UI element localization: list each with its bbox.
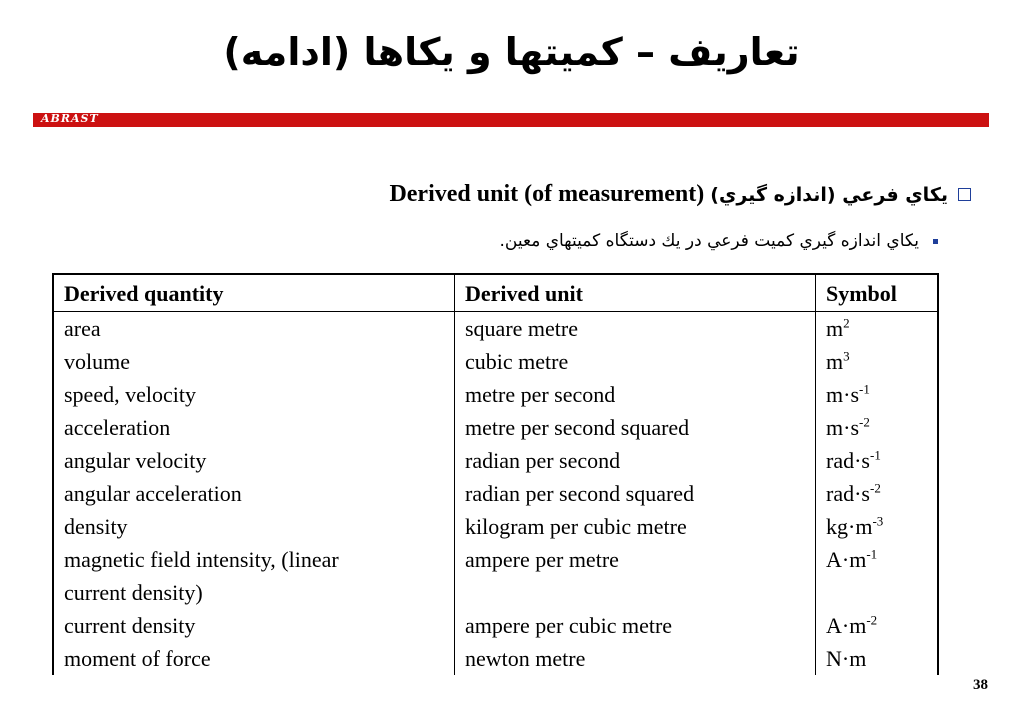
cell-symbol bbox=[816, 543, 938, 576]
table-row bbox=[54, 477, 937, 510]
symbol-exponent: 3 bbox=[843, 348, 850, 364]
cell-symbol bbox=[816, 609, 938, 642]
table-row bbox=[54, 345, 937, 378]
symbol-exponent: -2 bbox=[866, 612, 878, 628]
symbol-text: N·m bbox=[826, 646, 867, 671]
cell-unit: radian per second bbox=[455, 444, 816, 477]
table-row bbox=[54, 510, 937, 543]
cell-quantity: density bbox=[64, 514, 128, 539]
sub-bullet-definition bbox=[500, 231, 938, 251]
symbol-text: rad·s bbox=[826, 481, 870, 506]
symbol-exponent: -1 bbox=[869, 447, 881, 463]
cell-quantity: moment of force bbox=[64, 646, 211, 671]
cell-symbol bbox=[816, 510, 938, 543]
derived-units-table bbox=[52, 273, 939, 675]
logo: ABRAST bbox=[41, 112, 99, 125]
table-row bbox=[54, 378, 937, 411]
table-row bbox=[54, 642, 937, 675]
cell-symbol bbox=[816, 477, 938, 510]
cell-unit: ampere per cubic metre bbox=[455, 609, 816, 642]
cell-symbol bbox=[816, 444, 938, 477]
symbol-text: m·s bbox=[826, 415, 859, 440]
header-symbol: Symbol bbox=[816, 275, 938, 312]
table-row bbox=[54, 444, 937, 477]
checkbox-bullet-icon bbox=[958, 188, 971, 201]
cell-symbol bbox=[816, 642, 938, 675]
cell-unit: metre per second squared bbox=[455, 411, 816, 444]
symbol-exponent: -2 bbox=[869, 480, 881, 496]
symbol-text: m·s bbox=[826, 382, 859, 407]
cell-symbol bbox=[816, 411, 938, 444]
table-row bbox=[54, 576, 937, 609]
cell-symbol bbox=[816, 345, 938, 378]
symbol-text: rad·s bbox=[826, 448, 870, 473]
cell-unit bbox=[455, 576, 816, 609]
definition-text: يكاي اندازه گيري كميت فرعي در يك دستگاه كميتهاي معين. bbox=[499, 231, 919, 251]
cell-quantity: current density bbox=[64, 613, 196, 638]
square-bullet-icon bbox=[933, 239, 938, 244]
table-row bbox=[54, 543, 937, 576]
symbol-exponent: -1 bbox=[866, 546, 878, 562]
cell-quantity: area bbox=[64, 316, 101, 341]
table-row bbox=[54, 609, 937, 642]
symbol-exponent: -1 bbox=[859, 381, 870, 397]
table-row bbox=[54, 312, 937, 346]
cell-unit: cubic metre bbox=[455, 345, 816, 378]
symbol-text: m bbox=[826, 316, 844, 341]
cell-symbol bbox=[816, 378, 938, 411]
cell-quantity: magnetic field intensity, (linear bbox=[64, 547, 339, 572]
symbol-exponent: 2 bbox=[843, 315, 850, 331]
cell-symbol bbox=[816, 312, 938, 346]
cell-quantity: angular acceleration bbox=[64, 481, 242, 506]
bullet-english-text: Derived unit (of measurement) bbox=[389, 181, 705, 207]
header-bar bbox=[33, 113, 989, 127]
cell-quantity: acceleration bbox=[64, 415, 171, 440]
cell-quantity: angular velocity bbox=[64, 448, 207, 473]
header-derived-unit: Derived unit bbox=[455, 275, 816, 312]
symbol-exponent: -2 bbox=[859, 414, 870, 430]
cell-quantity: volume bbox=[64, 349, 130, 374]
symbol-text: A·m bbox=[826, 613, 867, 638]
bullet-persian-text: يكاي فرعي (اندازه گيري) bbox=[710, 183, 948, 206]
cell-unit: radian per second squared bbox=[455, 477, 816, 510]
cell-quantity: current density) bbox=[64, 580, 203, 605]
cell-symbol bbox=[816, 576, 938, 609]
symbol-exponent: -3 bbox=[872, 513, 884, 529]
cell-unit: newton metre bbox=[455, 642, 816, 675]
cell-unit: ampere per metre bbox=[455, 543, 816, 576]
cell-unit: square metre bbox=[455, 312, 816, 346]
slide-title: تعاریف – کمیتها و یکاها (ادامه) bbox=[223, 30, 800, 74]
table-header-row bbox=[54, 275, 937, 312]
symbol-text: m bbox=[826, 349, 844, 374]
page-number: 38 bbox=[973, 677, 988, 693]
cell-unit: kilogram per cubic metre bbox=[455, 510, 816, 543]
header-derived-quantity: Derived quantity bbox=[54, 275, 455, 312]
symbol-text: A·m bbox=[826, 547, 867, 572]
bullet-derived-unit bbox=[389, 181, 971, 208]
cell-unit: metre per second bbox=[455, 378, 816, 411]
table-row bbox=[54, 411, 937, 444]
symbol-text: kg·m bbox=[826, 514, 873, 539]
cell-quantity: speed, velocity bbox=[64, 382, 196, 407]
